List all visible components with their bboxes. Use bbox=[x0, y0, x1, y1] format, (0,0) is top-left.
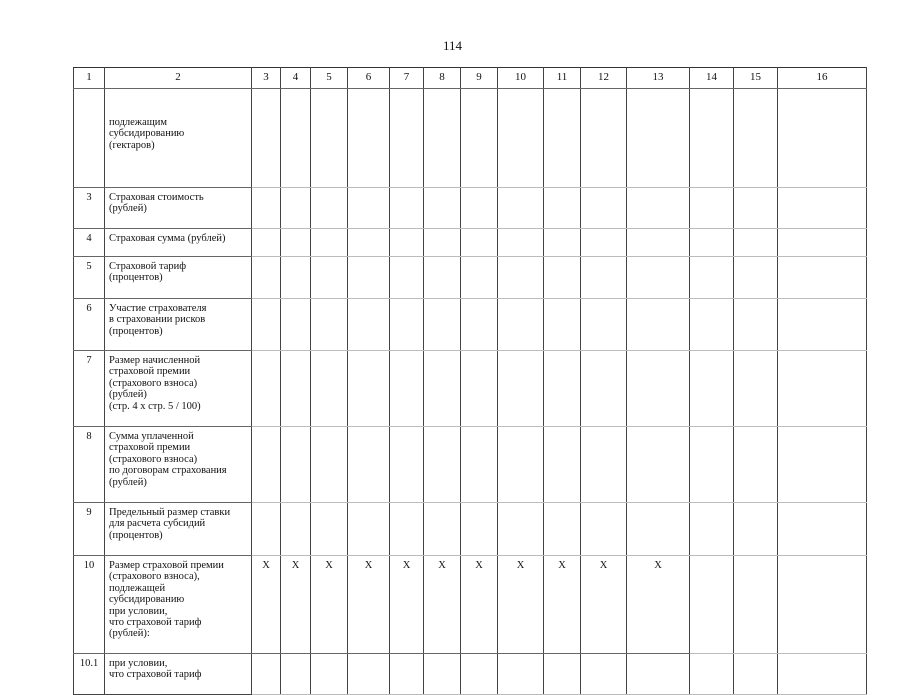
empty-cell bbox=[424, 503, 461, 556]
row-label-line: (гектаров) bbox=[109, 139, 155, 151]
empty-cell bbox=[252, 257, 281, 299]
empty-cell bbox=[627, 503, 690, 556]
column-number-3: 3 bbox=[252, 68, 281, 89]
empty-cell bbox=[544, 257, 581, 299]
empty-cell bbox=[252, 427, 281, 503]
empty-cell bbox=[311, 654, 348, 695]
empty-cell bbox=[252, 654, 281, 695]
empty-cell bbox=[461, 654, 498, 695]
empty-cell bbox=[348, 503, 390, 556]
table-row bbox=[74, 427, 867, 503]
empty-cell bbox=[252, 299, 281, 351]
empty-cell bbox=[690, 503, 734, 556]
column-number-1: 1 bbox=[74, 68, 105, 89]
column-number-12: 12 bbox=[581, 68, 627, 89]
empty-cell bbox=[581, 427, 627, 503]
column-number-9: 9 bbox=[461, 68, 498, 89]
row-label-line: (рублей) bbox=[109, 476, 147, 488]
row-label-line: для расчета субсидий bbox=[109, 518, 206, 530]
empty-cell bbox=[348, 188, 390, 229]
row-label-line: (процентов) bbox=[109, 529, 163, 541]
empty-cell bbox=[734, 257, 778, 299]
empty-cell bbox=[581, 229, 627, 257]
row-label bbox=[105, 257, 252, 299]
empty-cell bbox=[281, 351, 311, 427]
empty-cell bbox=[390, 229, 424, 257]
cell-mark-x: X bbox=[581, 556, 627, 654]
empty-cell bbox=[311, 427, 348, 503]
table-row bbox=[74, 229, 867, 257]
cell-mark-x: X bbox=[311, 556, 348, 654]
row-label-line: Страховая стоимость bbox=[109, 192, 204, 203]
row-number bbox=[74, 89, 105, 188]
table-row bbox=[74, 188, 867, 229]
cell-mark-x: X bbox=[424, 556, 461, 654]
row-number: 8 bbox=[74, 427, 105, 503]
row-label bbox=[105, 229, 252, 257]
empty-cell bbox=[252, 188, 281, 229]
empty-cell bbox=[627, 257, 690, 299]
empty-cell bbox=[690, 351, 734, 427]
empty-cell bbox=[281, 654, 311, 695]
row-number: 7 bbox=[74, 351, 105, 427]
data-table bbox=[73, 67, 867, 695]
row-label bbox=[105, 503, 252, 556]
column-number-10: 10 bbox=[498, 68, 544, 89]
empty-cell bbox=[498, 427, 544, 503]
empty-cell bbox=[498, 188, 544, 229]
empty-cell bbox=[390, 503, 424, 556]
row-label bbox=[105, 188, 252, 229]
row-label bbox=[105, 299, 252, 351]
table-row bbox=[74, 654, 867, 695]
column-number-11: 11 bbox=[544, 68, 581, 89]
row-label-line: в страховании рисков bbox=[109, 314, 206, 326]
empty-cell bbox=[390, 351, 424, 427]
empty-cell bbox=[778, 503, 867, 556]
empty-cell bbox=[544, 503, 581, 556]
empty-cell bbox=[311, 229, 348, 257]
empty-cell bbox=[281, 299, 311, 351]
empty-cell bbox=[348, 654, 390, 695]
empty-cell bbox=[424, 188, 461, 229]
row-label-line: субсидированию bbox=[109, 594, 185, 606]
empty-cell bbox=[778, 299, 867, 351]
row-label-line: подлежащим bbox=[109, 117, 168, 128]
empty-cell bbox=[627, 427, 690, 503]
empty-cell bbox=[544, 351, 581, 427]
empty-cell bbox=[581, 299, 627, 351]
row-label bbox=[105, 427, 252, 503]
empty-cell bbox=[734, 188, 778, 229]
empty-cell bbox=[281, 427, 311, 503]
empty-cell bbox=[581, 257, 627, 299]
empty-cell bbox=[311, 503, 348, 556]
empty-cell bbox=[627, 351, 690, 427]
empty-cell bbox=[424, 257, 461, 299]
row-label-line: (рублей) bbox=[109, 203, 147, 215]
empty-cell bbox=[498, 654, 544, 695]
row-label-line: Участие страхователя bbox=[109, 303, 207, 314]
empty-cell bbox=[778, 89, 867, 188]
empty-cell bbox=[311, 188, 348, 229]
empty-cell bbox=[778, 556, 867, 654]
empty-cell bbox=[424, 89, 461, 188]
row-label-line: Размер начисленной bbox=[109, 355, 201, 366]
cell-mark-x: X bbox=[461, 556, 498, 654]
empty-cell bbox=[734, 427, 778, 503]
empty-cell bbox=[461, 257, 498, 299]
table-row bbox=[74, 299, 867, 351]
row-label-line: Размер страховой премии bbox=[109, 560, 224, 571]
row-label bbox=[105, 89, 252, 188]
empty-cell bbox=[424, 654, 461, 695]
empty-cell bbox=[690, 89, 734, 188]
empty-cell bbox=[734, 503, 778, 556]
column-number-row bbox=[74, 68, 867, 89]
empty-cell bbox=[498, 89, 544, 188]
empty-cell bbox=[627, 299, 690, 351]
empty-cell bbox=[544, 654, 581, 695]
page-number: 114 bbox=[442, 38, 463, 53]
table-row bbox=[74, 89, 867, 188]
row-label-line: страховой премии bbox=[109, 442, 191, 454]
row-number: 3 bbox=[74, 188, 105, 229]
empty-cell bbox=[348, 427, 390, 503]
row-label-line: по договорам страхования bbox=[109, 465, 227, 477]
row-label-line: что страховой тариф bbox=[109, 669, 202, 681]
empty-cell bbox=[281, 503, 311, 556]
empty-cell bbox=[348, 351, 390, 427]
table-row bbox=[74, 503, 867, 556]
empty-cell bbox=[461, 299, 498, 351]
row-label-line: страховой премии bbox=[109, 366, 191, 378]
row-label-line: что страховой тариф bbox=[109, 617, 202, 629]
empty-cell bbox=[252, 229, 281, 257]
empty-cell bbox=[424, 229, 461, 257]
empty-cell bbox=[690, 299, 734, 351]
column-number-8: 8 bbox=[424, 68, 461, 89]
empty-cell bbox=[498, 257, 544, 299]
empty-cell bbox=[311, 299, 348, 351]
empty-cell bbox=[311, 257, 348, 299]
cell-mark-x: X bbox=[252, 556, 281, 654]
empty-cell bbox=[498, 351, 544, 427]
row-number: 10.1 bbox=[74, 654, 105, 695]
empty-cell bbox=[544, 427, 581, 503]
empty-cell bbox=[734, 229, 778, 257]
empty-cell bbox=[544, 229, 581, 257]
row-label-line: (страхового взноса) bbox=[109, 377, 198, 389]
column-number-7: 7 bbox=[390, 68, 424, 89]
empty-cell bbox=[461, 351, 498, 427]
empty-cell bbox=[348, 229, 390, 257]
empty-cell bbox=[461, 229, 498, 257]
empty-cell bbox=[778, 427, 867, 503]
empty-cell bbox=[581, 89, 627, 188]
row-number: 4 bbox=[74, 229, 105, 257]
empty-cell bbox=[461, 427, 498, 503]
empty-cell bbox=[461, 188, 498, 229]
empty-cell bbox=[281, 89, 311, 188]
empty-cell bbox=[424, 351, 461, 427]
empty-cell bbox=[498, 503, 544, 556]
empty-cell bbox=[544, 299, 581, 351]
cell-mark-x: X bbox=[348, 556, 390, 654]
empty-cell bbox=[311, 351, 348, 427]
cell-mark-x: X bbox=[498, 556, 544, 654]
row-label-line: при условии, bbox=[109, 658, 168, 669]
empty-cell bbox=[390, 427, 424, 503]
row-label-line: Предельный размер ставки bbox=[109, 507, 231, 518]
empty-cell bbox=[778, 351, 867, 427]
empty-cell bbox=[778, 257, 867, 299]
empty-cell bbox=[734, 299, 778, 351]
empty-cell bbox=[544, 89, 581, 188]
row-label-line: Страховая сумма (рублей) bbox=[109, 233, 226, 244]
row-number: 9 bbox=[74, 503, 105, 556]
empty-cell bbox=[690, 654, 734, 695]
empty-cell bbox=[734, 89, 778, 188]
empty-cell bbox=[690, 188, 734, 229]
empty-cell bbox=[581, 503, 627, 556]
column-number-16: 16 bbox=[778, 68, 867, 89]
row-label-line: (рублей) bbox=[109, 389, 147, 401]
empty-cell bbox=[690, 427, 734, 503]
empty-cell bbox=[581, 654, 627, 695]
empty-cell bbox=[252, 503, 281, 556]
empty-cell bbox=[581, 351, 627, 427]
column-number-13: 13 bbox=[627, 68, 690, 89]
row-label-line: (страхового взноса) bbox=[109, 453, 198, 465]
empty-cell bbox=[390, 299, 424, 351]
cell-mark-x: X bbox=[390, 556, 424, 654]
empty-cell bbox=[390, 257, 424, 299]
empty-cell bbox=[348, 89, 390, 188]
row-label-line: (рублей): bbox=[109, 628, 150, 640]
empty-cell bbox=[690, 556, 734, 654]
empty-cell bbox=[734, 351, 778, 427]
empty-cell bbox=[424, 299, 461, 351]
empty-cell bbox=[581, 188, 627, 229]
empty-cell bbox=[252, 89, 281, 188]
empty-cell bbox=[252, 351, 281, 427]
empty-cell bbox=[778, 188, 867, 229]
row-number: 6 bbox=[74, 299, 105, 351]
empty-cell bbox=[778, 229, 867, 257]
empty-cell bbox=[778, 654, 867, 695]
empty-cell bbox=[461, 503, 498, 556]
row-label-line: при условии, bbox=[109, 605, 168, 617]
cell-mark-x: X bbox=[544, 556, 581, 654]
empty-cell bbox=[627, 89, 690, 188]
empty-cell bbox=[498, 299, 544, 351]
empty-cell bbox=[627, 229, 690, 257]
empty-cell bbox=[734, 556, 778, 654]
row-label bbox=[105, 556, 252, 654]
row-label-line: Страховой тариф bbox=[109, 261, 187, 272]
empty-cell bbox=[627, 188, 690, 229]
row-number: 5 bbox=[74, 257, 105, 299]
row-label-line: (процентов) bbox=[109, 325, 163, 337]
empty-cell bbox=[690, 257, 734, 299]
column-number-6: 6 bbox=[348, 68, 390, 89]
empty-cell bbox=[690, 229, 734, 257]
column-number-2: 2 bbox=[105, 68, 252, 89]
empty-cell bbox=[734, 654, 778, 695]
row-label-line: Сумма уплаченной bbox=[109, 431, 194, 442]
empty-cell bbox=[281, 229, 311, 257]
row-label bbox=[105, 654, 252, 695]
column-number-4: 4 bbox=[281, 68, 311, 89]
empty-cell bbox=[281, 257, 311, 299]
empty-cell bbox=[348, 257, 390, 299]
row-label-line: субсидированию bbox=[109, 128, 185, 140]
column-number-15: 15 bbox=[734, 68, 778, 89]
empty-cell bbox=[311, 89, 348, 188]
empty-cell bbox=[461, 89, 498, 188]
table-row bbox=[74, 556, 867, 654]
row-label-line: (стр. 4 x стр. 5 / 100) bbox=[109, 400, 201, 412]
empty-cell bbox=[627, 654, 690, 695]
empty-cell bbox=[424, 427, 461, 503]
empty-cell bbox=[544, 188, 581, 229]
row-number: 10 bbox=[74, 556, 105, 654]
row-label-line: подлежащей bbox=[109, 582, 166, 594]
empty-cell bbox=[348, 299, 390, 351]
empty-cell bbox=[390, 89, 424, 188]
column-number-5: 5 bbox=[311, 68, 348, 89]
row-label bbox=[105, 351, 252, 427]
empty-cell bbox=[390, 188, 424, 229]
row-label-line: (процентов) bbox=[109, 272, 163, 284]
empty-cell bbox=[281, 188, 311, 229]
row-label-line: (страхового взноса), bbox=[109, 571, 200, 583]
table-row bbox=[74, 351, 867, 427]
cell-mark-x: X bbox=[281, 556, 311, 654]
column-number-14: 14 bbox=[690, 68, 734, 89]
table-row bbox=[74, 257, 867, 299]
empty-cell bbox=[498, 229, 544, 257]
cell-mark-x: X bbox=[627, 556, 690, 654]
empty-cell bbox=[390, 654, 424, 695]
